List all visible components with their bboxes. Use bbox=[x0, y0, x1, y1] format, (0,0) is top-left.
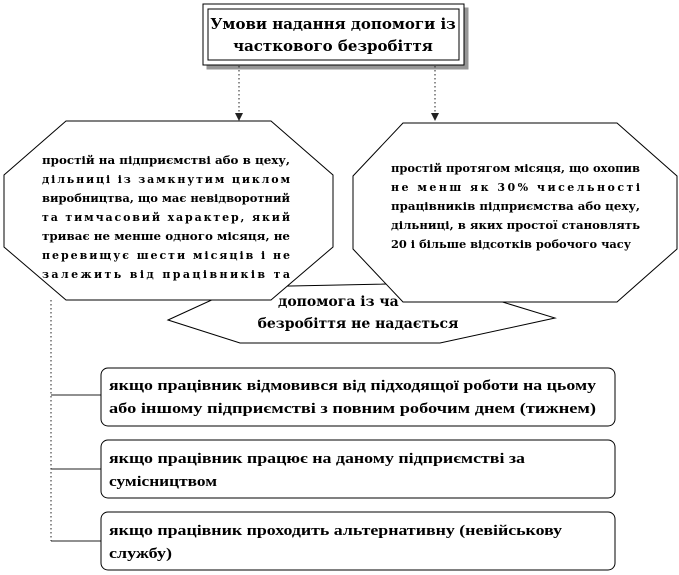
exception-line-1: якщо працівник працює на даному підприємстві за bbox=[109, 451, 526, 467]
exception-line-2: або іншому підприємстві з повним робочим днем (тижнем) bbox=[109, 401, 597, 417]
exception-line-1: якщо працівник відмовився від підходящої роботи на цьому bbox=[109, 378, 597, 394]
exception-box bbox=[101, 512, 615, 570]
left-condition-octagon bbox=[4, 121, 333, 300]
left-condition-line: перевищує шести місяців і не bbox=[42, 249, 290, 262]
right-condition-line: 20 і більше відсотків робочого часу bbox=[391, 238, 631, 251]
exception-box bbox=[101, 368, 615, 426]
exception-line-1: якщо працівник проходить альтернативну (невійськову bbox=[109, 523, 563, 539]
exception-line-2: сумісництвом bbox=[109, 474, 217, 490]
title-line-2: часткового безробіття bbox=[233, 37, 433, 55]
title-line-1: Умови надання допомоги із bbox=[210, 15, 456, 33]
left-condition-line: дільниці із замкнутим циклом bbox=[42, 173, 290, 186]
left-condition-line: та тимчасовий характер, який bbox=[42, 211, 290, 224]
title-connectors bbox=[239, 66, 435, 117]
denial-line-1: допомога із ча bbox=[278, 294, 399, 310]
title-box bbox=[203, 4, 464, 65]
exception-line-2: службу) bbox=[109, 546, 172, 562]
right-condition-line: працівників підприємства або цеху, bbox=[391, 200, 640, 213]
left-condition-line: виробництва, що має невідворотний bbox=[42, 192, 290, 205]
right-condition-line: не менш як 30% чисельності bbox=[391, 181, 640, 194]
left-condition-line: простій на підприємстві або в цеху, bbox=[42, 154, 290, 167]
denial-line-2: безробіття не надається bbox=[257, 316, 459, 332]
left-condition-line: залежить від працівників та bbox=[42, 268, 290, 281]
right-condition-line: простій протягом місяця, що охопив bbox=[391, 162, 641, 175]
exception-connectors bbox=[51, 300, 101, 541]
exception-box bbox=[101, 440, 615, 498]
right-condition-octagon bbox=[353, 123, 677, 302]
left-condition-line: триває не менше одного місяця, не bbox=[42, 230, 290, 243]
right-condition-line: дільниці, в яких простої становлять bbox=[391, 219, 641, 232]
